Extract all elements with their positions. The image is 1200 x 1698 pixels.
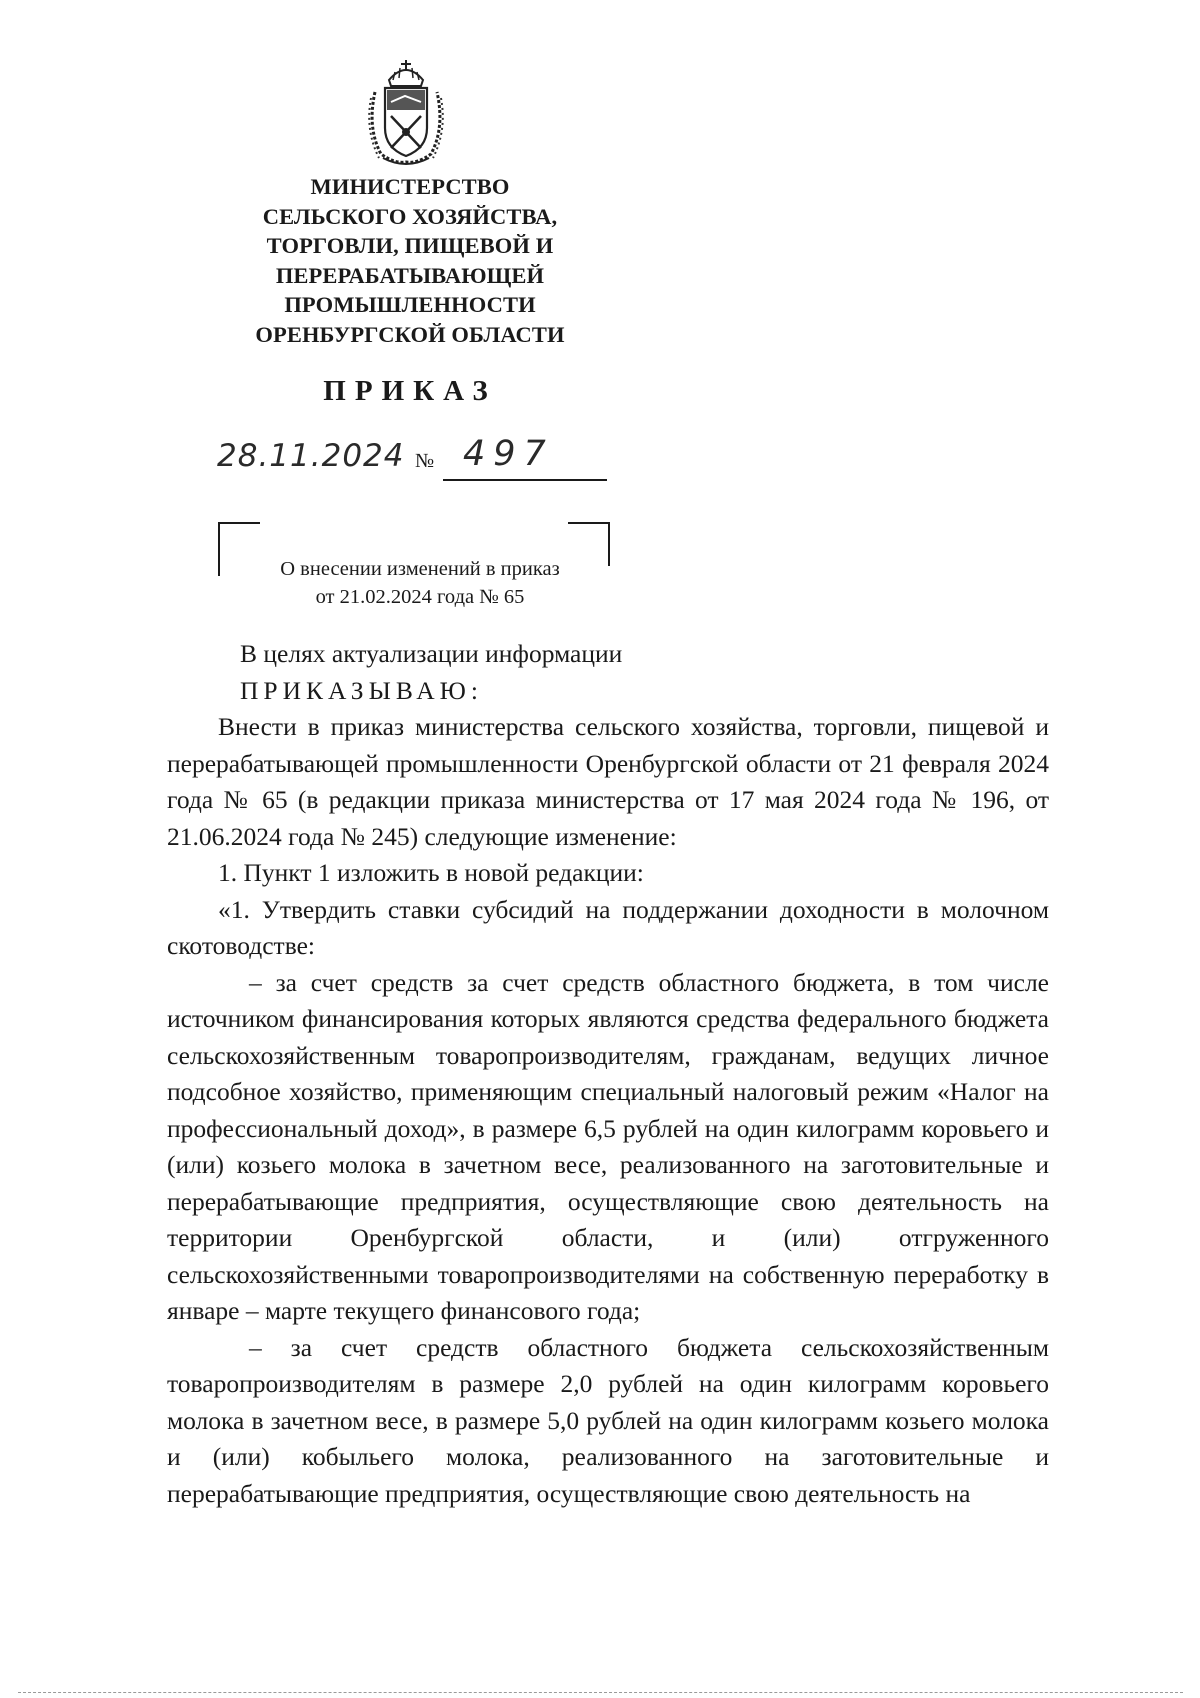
subject-line: О внесении изменений в приказ [280, 558, 560, 580]
ministry-line: ПЕРЕРАБАТЫВАЮЩЕЙ [275, 262, 545, 288]
ministry-line: ПРОМЫШЛЕННОСТИ [284, 292, 536, 318]
ministry-line: ОРЕНБУРГСКОЙ ОБЛАСТИ [255, 321, 565, 347]
ministry-line: ТОРГОВЛИ, ПИЩЕВОЙ И [266, 233, 554, 259]
ministry-name [230, 172, 590, 350]
paragraph: «1. Утвердить ставки субсидий на поддержании доходности в молочном скотоводстве: [167, 894, 1049, 960]
date-number-line [215, 436, 610, 488]
document-type-title: ПРИКАЗ [323, 375, 497, 407]
order-word: ПРИКАЗЫВАЮ: [240, 675, 483, 705]
paragraph: – за счет средств областного бюджета сельскохозяйственным товаропроизводителям в размере 2,0 рублей на один килограмм коровьего молока в зачетном весе, в размере 5,0 рублей на один килограмм козьего молока и (или) кобыльего молока, реализованного на заготовительные и перерабатывающие предприятия, осуществляющие свою деятельность на [167, 1332, 1049, 1508]
paragraph: 1. Пункт 1 изложить в новой редакции: [218, 858, 644, 887]
number-sign: № [415, 450, 435, 472]
handwritten-date: 28.11.2024 [217, 438, 405, 474]
number-underline [443, 479, 607, 481]
subject-line: от 21.02.2024 года № 65 [315, 586, 525, 608]
handwritten-number: 497 [463, 434, 554, 474]
scan-edge-line [18, 1692, 1183, 1693]
ministry-line: СЕЛЬСКОГО ХОЗЯЙСТВА, [262, 203, 558, 229]
paragraph: Внести в приказ министерства сельского хозяйства, торговли, пищевой и перерабатывающей промышленности Оренбургской области от 21 февраля 2024 года № 65 (в редакции приказа министерства от 17 мая 2024 года № 196, от 21.06.2024 года № 245) следующие изменение: [167, 712, 1049, 851]
ministry-line: МИНИСТЕРСТВО [310, 174, 510, 199]
preamble: В целях актуализации информации [240, 639, 623, 668]
order-subject [240, 555, 600, 611]
order-body [167, 636, 1049, 1512]
coat-of-arms-icon [365, 58, 447, 166]
paragraph: – за счет средств за счет средств областного бюджета, в том числе источником финансирования которых являются средства федерального бюджета сельскохозяйственным товаропроизводителям, гражданам, ведущих личное подсобное хозяйство, применяющим специальный налоговый режим «Налог на профессиональный доход», в размере 6,5 рублей на один килограмм коровьего и (или) козьего молока в зачетном весе, реализованного на заготовительные и перерабатывающие предприятия, осуществляющие свою деятельность на территории Оренбургской области, и (или) отгруженного сельскохозяйственными товаропроизводителями на собственную переработку в январе – марте текущего финансового года; [167, 967, 1049, 1325]
